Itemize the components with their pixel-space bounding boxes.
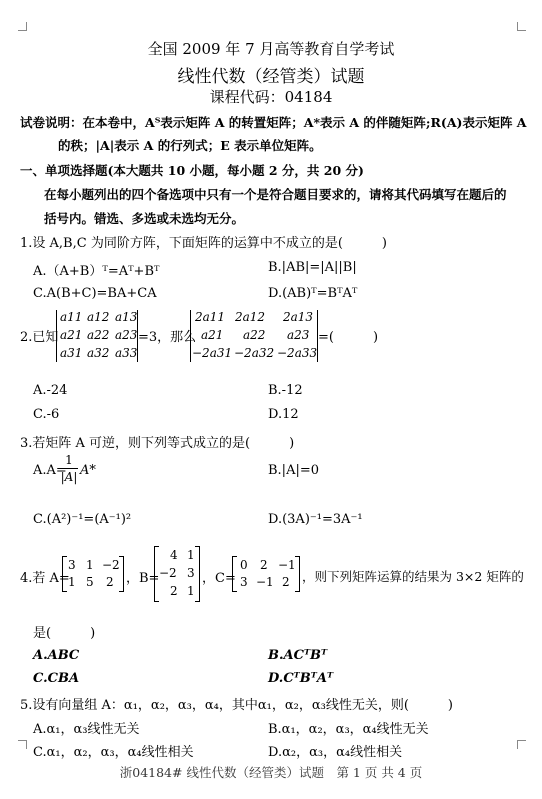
crop-mark-top-right: [517, 22, 526, 31]
course-code: 课程代码：04184: [209, 88, 333, 106]
det2-cell: 2a12: [235, 310, 266, 324]
crop-mark-bottom-left: [18, 740, 27, 749]
mat-b-cell: 4: [170, 548, 178, 562]
q4-sep-c: ，C=: [202, 571, 236, 586]
q2-determinant-1: [56, 310, 138, 362]
mat-c-cell: −1: [256, 575, 274, 589]
q2-option-a: A.-24: [33, 383, 68, 398]
det1-cell: a21: [60, 328, 83, 342]
mat-a-cell: 2: [106, 575, 114, 589]
det1-cell: a33: [115, 346, 138, 360]
mat-c-cell: −1: [278, 558, 296, 572]
paper-note-line2: 的秩；|A|表示 A 的行列式；E 表示单位矩阵。: [58, 138, 322, 153]
q3-option-a-adjugate: A*: [80, 463, 96, 478]
q2-option-c: C.-6: [33, 407, 60, 422]
q1-option-d: D.(AB)ᵀ=BᵀAᵀ: [268, 286, 358, 301]
crop-mark-top-left: [18, 22, 27, 31]
det1-cell: a12: [87, 310, 110, 324]
det2-cell: 2a13: [283, 310, 314, 324]
subject-title: 线性代数（经管类）试题: [177, 67, 365, 87]
mat-c-cell: 0: [240, 558, 248, 572]
det2-cell: a23: [287, 328, 310, 342]
q3-option-a-prefix: A.A=: [33, 463, 67, 478]
q4-matrix-a: [62, 556, 124, 592]
det1-cell: a11: [60, 310, 83, 324]
q3-fraction-denominator: |A|: [60, 470, 78, 484]
q4-sep-b: ，B=: [126, 571, 160, 586]
question-5: 5.设有向量组 A：α₁，α₂，α₃，α₄，其中α₁，α₂，α₃线性无关，则( ): [20, 698, 453, 713]
mat-c-cell: 2: [260, 558, 268, 572]
det1-cell: a31: [60, 346, 83, 360]
crop-mark-bottom-right: [517, 740, 526, 749]
det2-cell: 2a11: [195, 310, 226, 324]
det1-cell: a13: [115, 310, 138, 324]
q3-fraction-numerator: 1: [65, 453, 73, 467]
det2-cell: a21: [201, 328, 224, 342]
q5-option-b: B.α₁，α₂，α₃，α₄线性无关: [268, 722, 429, 737]
q2-suffix: =( ): [318, 330, 379, 345]
q1-option-c: C.A(B+C)=BA+CA: [33, 286, 157, 301]
question-3: 3.若矩阵 A 可逆，则下列等式成立的是( ): [20, 436, 295, 451]
det1-cell: a32: [87, 346, 110, 360]
q5-option-c: C.α₁，α₂，α₃，α₄线性相关: [33, 745, 194, 760]
q3-option-b: B.|A|=0: [268, 463, 319, 478]
det2-cell: −2a32: [234, 346, 275, 360]
q4-suffix: ，则下列矩阵运算的结果为 3×2 矩阵的: [302, 569, 524, 584]
q3-option-d: D.(3A)⁻¹=3A⁻¹: [268, 512, 363, 527]
q4-option-d: D.CᵀBᵀAᵀ: [268, 671, 334, 686]
mat-b-cell: −2: [159, 566, 177, 580]
q4-matrix-b: [154, 546, 200, 602]
q2-prefix: 2.已知: [20, 330, 59, 345]
q4-option-a: A.ABC: [33, 648, 80, 663]
section-instruction-2: 括号内。错选、多选或未选均无分。: [44, 211, 245, 226]
mat-b-cell: 1: [187, 548, 195, 562]
mat-b-cell: 2: [170, 584, 178, 598]
section-title: 一、单项选择题(本大题共 10 小题，每小题 2 分，共 20 分): [20, 163, 364, 178]
q4-continuation: 是( ): [33, 626, 96, 641]
mat-a-cell: −2: [102, 558, 120, 572]
exam-title: 全国 2009 年 7 月高等教育自学考试: [147, 40, 395, 58]
det2-cell: −2a33: [277, 346, 318, 360]
q3-option-c: C.(A²)⁻¹=(A⁻¹)²: [33, 512, 132, 527]
q2-determinant-2: [190, 310, 318, 362]
mat-b-cell: 3: [187, 566, 195, 580]
q2-mid: =3，那么: [138, 330, 197, 345]
q5-option-a: A.α₁，α₃线性无关: [33, 722, 140, 737]
det2-cell: a22: [243, 328, 266, 342]
mat-b-cell: 1: [187, 584, 195, 598]
q4-prefix: 4.若 A=: [20, 571, 70, 586]
paper-note-line1: 试卷说明：在本卷中，Aᵀ表示矩阵 A 的转置矩阵；A*表示 A 的伴随矩阵;R(A)表示矩阵 A: [20, 115, 527, 130]
q1-option-a: A.（A+B）ᵀ=Aᵀ+Bᵀ: [33, 264, 160, 279]
q2-option-b: B.-12: [268, 383, 303, 398]
q1-option-b: B.|AB|=|A||B|: [268, 260, 357, 275]
q4-option-c: C.CBA: [33, 671, 80, 686]
mat-a-cell: 5: [86, 575, 94, 589]
det1-cell: a23: [115, 328, 138, 342]
mat-c-cell: 2: [282, 575, 290, 589]
det2-cell: −2a31: [192, 346, 233, 360]
det1-cell: a22: [87, 328, 110, 342]
section-instruction-1: 在每小题列出的四个备选项中只有一个是符合题目要求的，请将其代码填写在题后的: [44, 187, 507, 202]
mat-a-cell: 1: [86, 558, 94, 572]
q3-fraction-bar: [60, 468, 78, 469]
q5-option-d: D.α₂，α₃，α₄线性相关: [268, 745, 403, 760]
page-footer: 浙04184# 线性代数（经管类）试题 第 1 页 共 4 页: [119, 765, 423, 780]
q4-matrix-c: [232, 556, 300, 592]
mat-c-cell: 3: [240, 575, 248, 589]
question-1: 1.设 A,B,C 为同阶方阵，下面矩阵的运算中不成立的是( ): [20, 236, 387, 251]
q4-option-b: B.ACᵀBᵀ: [268, 648, 328, 663]
mat-a-cell: 3: [68, 558, 76, 572]
mat-a-cell: 1: [68, 575, 76, 589]
q2-option-d: D.12: [268, 407, 299, 422]
